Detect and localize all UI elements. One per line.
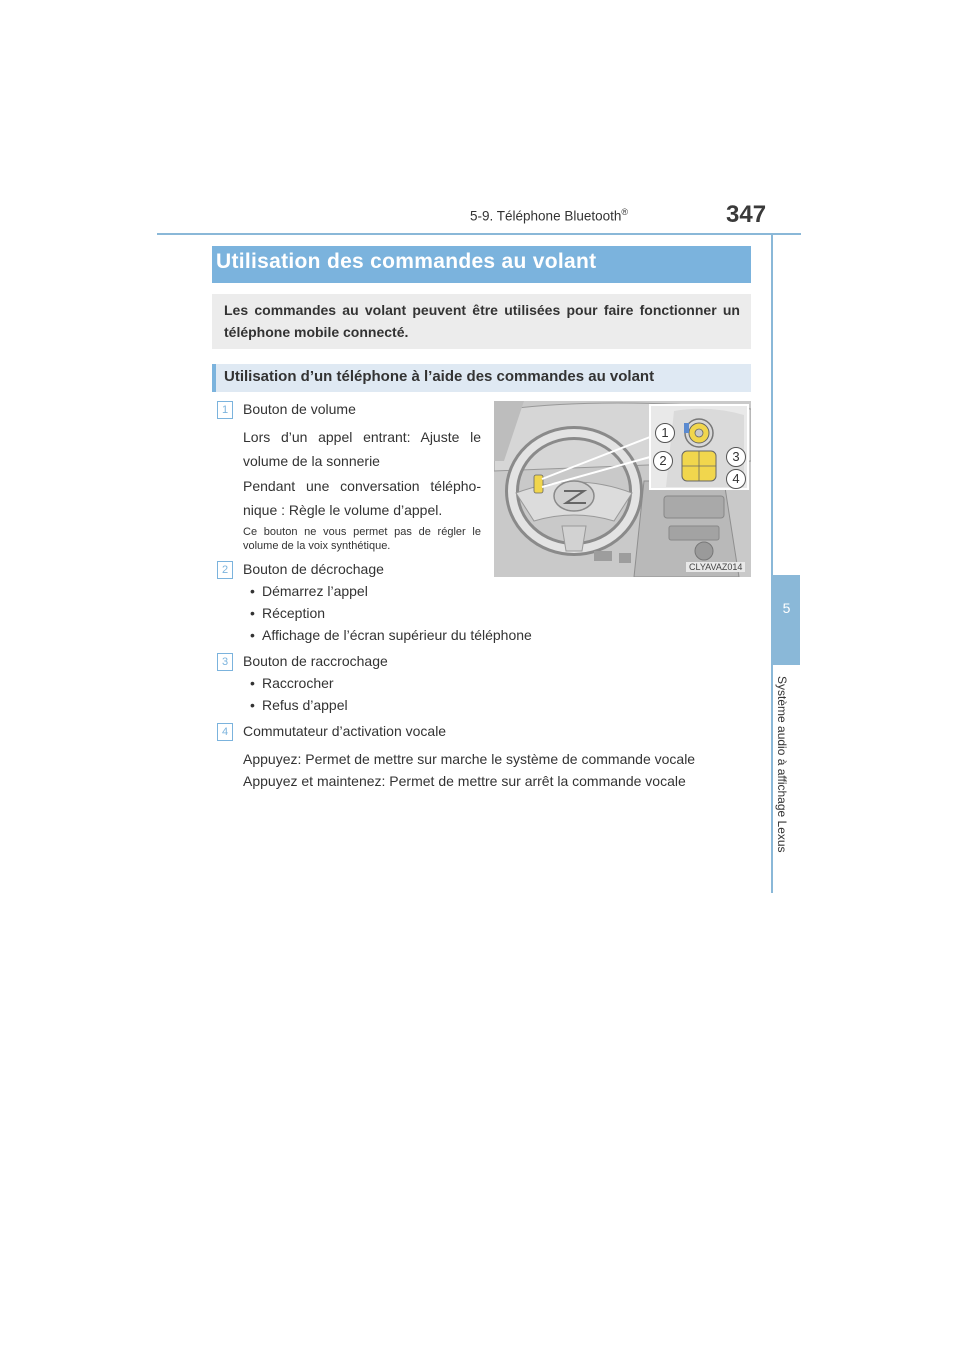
steering-wheel-illustration <box>494 401 751 577</box>
item-volume-para2: Pendant une conversation télépho-nique : Règle le volume d’appel. <box>243 478 481 518</box>
item-volume-para1: Lors d’un appel entrant: Ajuste le volume de la sonnerie <box>243 429 481 469</box>
intro-text: Les commandes au volant peuvent être utilisées pour faire fonctionner un téléphone mobile connecté. <box>224 302 740 340</box>
chapter-heading: 5-9. Téléphone Bluetooth® <box>470 207 629 224</box>
chapter-tab <box>773 575 800 665</box>
item-number-3: 3 <box>217 653 233 671</box>
item-title-voice: Commutateur d’activation vocale <box>243 723 447 739</box>
item-title-pickup: Bouton de décrochage <box>243 561 384 577</box>
section-title: Utilisation des commandes au volant <box>216 250 597 273</box>
item-number-1: 1 <box>217 401 233 419</box>
callout-4: 4 <box>726 469 746 489</box>
bullet-item: • Réception <box>250 605 325 621</box>
item-title-hangup: Bouton de raccrochage <box>243 653 388 669</box>
item-voice-line2: Appuyez et maintenez: Permet de mettre sur arrêt la commande vocale <box>243 773 686 789</box>
item-voice-line1: Appuyez: Permet de mettre sur marche le système de commande vocale <box>243 751 696 767</box>
callout-1: 1 <box>655 423 675 443</box>
subsection-accent <box>212 364 216 392</box>
item-number-4: 4 <box>217 723 233 741</box>
bullet-item: • Démarrez l’appel <box>250 583 368 599</box>
side-rule <box>771 233 773 893</box>
callout-3: 3 <box>726 447 746 467</box>
chapter-tab-number: 5 <box>782 600 791 616</box>
page-number: 347 <box>726 201 767 228</box>
chapter-tab-label: Système audio à affichage Lexus <box>775 676 789 853</box>
header-rule <box>157 233 801 235</box>
figure-code: CLYAVAZ014 <box>686 562 745 572</box>
bullet-item: • Refus d’appel <box>250 697 348 713</box>
bullet-item: • Raccrocher <box>250 675 334 691</box>
item-title-volume: Bouton de volume <box>243 401 356 417</box>
bullet-item: • Affichage de l’écran supérieur du téléphone <box>250 627 532 643</box>
callout-2: 2 <box>653 451 673 471</box>
item-volume-note: Ce bouton ne vous permet pas de régler le volume de la voix synthétique. <box>243 526 481 552</box>
steering-wheel-drawing <box>494 401 751 577</box>
item-number-2: 2 <box>217 561 233 579</box>
subsection-title: Utilisation d’un téléphone à l’aide des commandes au volant <box>224 368 655 385</box>
